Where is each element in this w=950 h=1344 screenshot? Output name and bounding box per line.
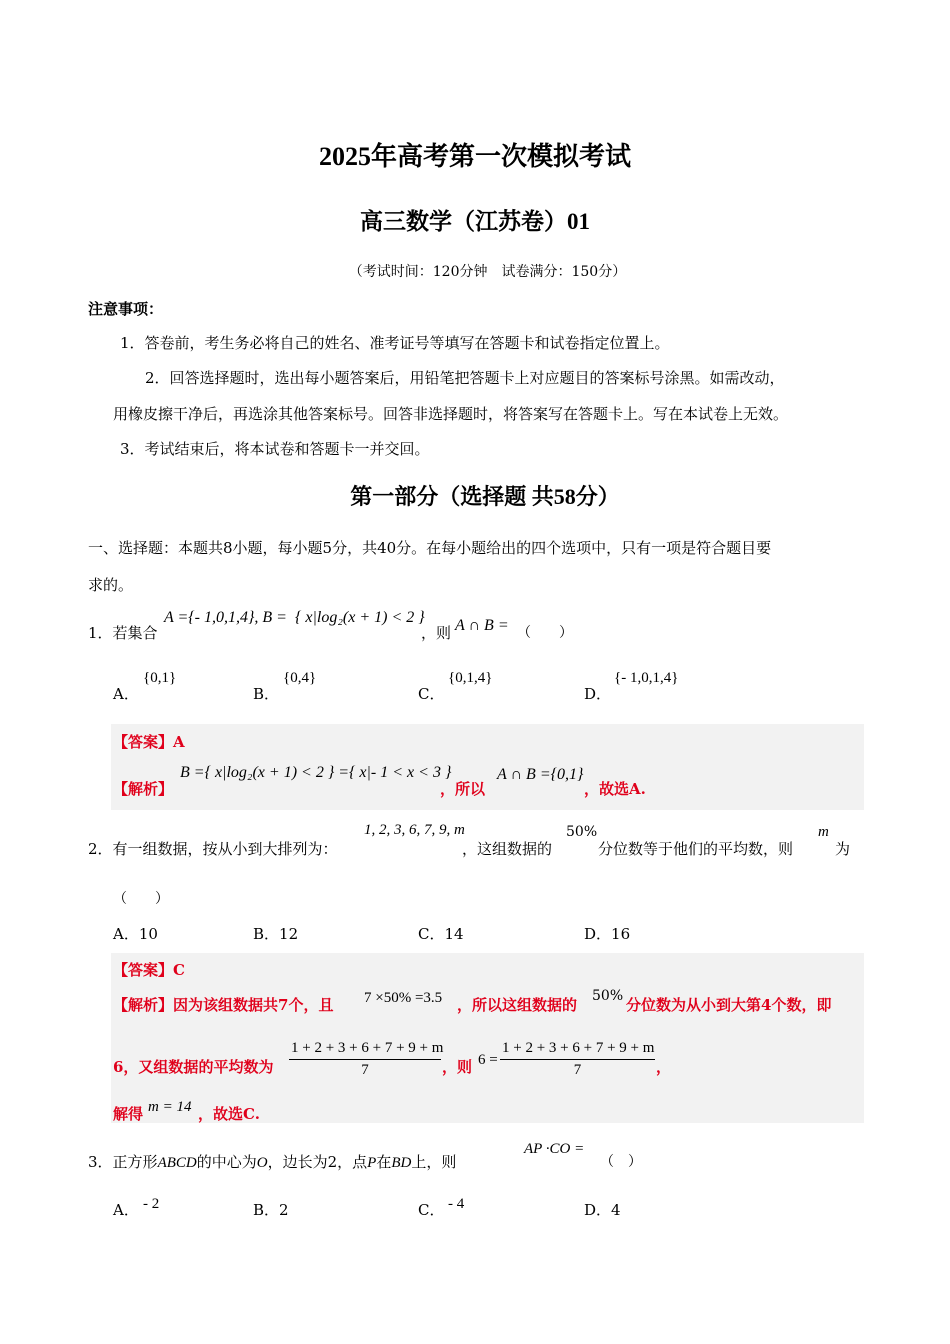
q3-option-c-label: C． bbox=[418, 1201, 445, 1219]
q1-option-a: {0,1} bbox=[143, 670, 177, 686]
q2-analysis-line-3-text: 解得 bbox=[113, 1105, 144, 1123]
q1-stem bbox=[88, 622, 158, 643]
q2-analysis-conclusion: ，故选 bbox=[198, 1105, 244, 1123]
q2-answer-label: 【答案】 bbox=[113, 961, 174, 979]
q3-text-1: 正方形 bbox=[112, 1153, 158, 1171]
q3-point-name: P bbox=[367, 1155, 377, 1171]
q3-text-4: 在 bbox=[376, 1153, 392, 1171]
q3-stem bbox=[88, 1151, 456, 1172]
q1-option-b-label: B． bbox=[253, 685, 280, 703]
q3-option-a-label: A． bbox=[113, 1201, 139, 1219]
q1-option-d: {- 1,0,1,4} bbox=[614, 670, 679, 686]
q1-answer-label: 【答案】 bbox=[113, 733, 174, 751]
q2-analysis-line-3-conclusion bbox=[198, 1103, 260, 1124]
q2-number: 2． bbox=[88, 840, 113, 858]
q1-number: 1． bbox=[88, 624, 113, 642]
q3-segment-name: BD bbox=[391, 1155, 412, 1171]
q1-answer-value: A bbox=[173, 733, 185, 751]
q2-mean-fraction-1 bbox=[289, 1040, 444, 1079]
q2-analysis-text-1: 因为该组数据共7个，且 bbox=[173, 996, 334, 1014]
q1-option-a-label: A． bbox=[113, 685, 139, 703]
q2-fraction-denominator-1: 7 bbox=[361, 1062, 369, 1078]
exam-subtitle: 高三数学（江苏卷）01 bbox=[360, 209, 590, 234]
q2-answer-value: C bbox=[173, 961, 185, 979]
q1-analysis-label: 【解析】 bbox=[113, 780, 174, 798]
q2-fraction-numerator-2: 1 + 2 + 3 + 6 + 7 + 9 + m bbox=[500, 1040, 655, 1060]
q2-analysis-line-2-text: 6，又组数据的平均数为 bbox=[113, 1058, 274, 1076]
q2-analysis-label: 【解析】 bbox=[113, 996, 174, 1014]
q3-answer-paren: （ ） bbox=[600, 1154, 642, 1170]
q2-analysis-math-1: 7 ×50% =3.5 bbox=[364, 990, 443, 1006]
q1-expression: A ∩ B = bbox=[455, 617, 509, 634]
q1-analysis-math-2: A ∩ B ={0,1} bbox=[497, 766, 584, 783]
q1-analysis-conclusion: ，故选 bbox=[584, 780, 630, 798]
notice-item-1: 1．答卷前，考生务必将自己的姓名、准考证号等填写在答题卡和试卷指定位置上。 bbox=[120, 334, 670, 352]
q1-option-b: {0,4} bbox=[283, 670, 317, 686]
q2-analysis-text-2: ，所以这组数据的 bbox=[457, 996, 578, 1014]
q2-data: 1, 2, 3, 6, 7, 9, m bbox=[364, 822, 465, 838]
q3-expression: AP ·CO = bbox=[524, 1141, 585, 1157]
q2-variable: m bbox=[818, 824, 829, 840]
q2-text-3: 分位数等于他们的平均数，则 bbox=[598, 840, 794, 858]
q3-text-5: 上，则 bbox=[411, 1153, 457, 1171]
q3-option-b: B．2 bbox=[253, 1201, 289, 1219]
q1-answer bbox=[113, 731, 185, 752]
q2-text-2: ，这组数据的 bbox=[462, 840, 553, 858]
exam-info: （考试时间：120分钟 试卷满分：150分） bbox=[348, 264, 627, 280]
q2-analysis-line-2-then: ，则 bbox=[442, 1058, 473, 1076]
q3-option-a: - 2 bbox=[143, 1196, 160, 1212]
q2-fraction-numerator-1: 1 + 2 + 3 + 6 + 7 + 9 + m bbox=[289, 1040, 441, 1060]
q2-analysis-line-2-comma: ， bbox=[656, 1058, 672, 1076]
q1-set-a: A ={- 1,0,1,4}, B = bbox=[164, 609, 287, 626]
notice-item-2-line-2: 用橡皮擦干净后，再选涂其他答案标号。回答非选择题时，将答案写在答题卡上。写在本试卷上无效。 bbox=[113, 405, 789, 423]
q1-prefix: 若集合 bbox=[112, 624, 158, 642]
q2-text-4: 为 bbox=[835, 840, 851, 858]
q1-answer-paren: （ ） bbox=[517, 625, 573, 641]
q1-analysis-text-2 bbox=[584, 778, 646, 799]
section-instructions-line-1: 一、选择题：本题共8小题，每小题5分，共40分。在每小题给出的四个选项中，只有一项是符合题目要 bbox=[88, 539, 772, 557]
q2-option-b: B．12 bbox=[253, 925, 299, 943]
q2-analysis-choice: C. bbox=[243, 1105, 260, 1123]
q2-answer bbox=[113, 959, 185, 980]
notice-heading: 注意事项： bbox=[88, 300, 164, 318]
notice-item-2-line-1: 2．回答选择题时，选出每小题答案后，用铅笔把答题卡上对应题目的答案标号涂黑。如需改动， bbox=[145, 369, 785, 387]
q2-answer-paren: （ ） bbox=[113, 891, 169, 907]
q2-fraction-denominator-2: 7 bbox=[573, 1062, 582, 1078]
q1-analysis-choice: A. bbox=[629, 780, 646, 798]
q2-analysis-line-2-lhs: 6 = bbox=[478, 1052, 498, 1068]
q2-option-a: A．10 bbox=[113, 925, 158, 943]
q3-option-d: D．4 bbox=[584, 1201, 621, 1219]
q2-analysis-line-3-math: m = 14 bbox=[148, 1099, 192, 1115]
q2-percent: 50% bbox=[566, 824, 598, 840]
q3-number: 3． bbox=[88, 1153, 113, 1171]
q2-mean-fraction-2 bbox=[500, 1040, 655, 1079]
q2-solution-box bbox=[111, 953, 864, 1123]
q1-middle: ，则 bbox=[421, 624, 452, 642]
q1-option-c-label: C． bbox=[418, 685, 445, 703]
q2-text-1: 有一组数据，按从小到大排列为： bbox=[112, 840, 338, 858]
q2-analysis-text-3: 分位数为从小到大第4个数，即 bbox=[626, 996, 832, 1014]
part1-title: 第一部分（选择题 共58分） bbox=[350, 484, 620, 509]
q2-analysis-percent: 50% bbox=[592, 988, 624, 1004]
q3-square-name: ABCD bbox=[157, 1155, 197, 1171]
q3-option-c: - 4 bbox=[448, 1196, 465, 1212]
exam-title: 2025年高考第一次模拟考试 bbox=[318, 142, 631, 171]
q1-option-c: {0,1,4} bbox=[448, 670, 493, 686]
q1-analysis-math-1: B ={ x|log₂(x + 1) < 2 } ={ x|- 1 < x < 3 } bbox=[180, 764, 452, 781]
q1-set-b: { x|log₂(x + 1) < 2 } bbox=[295, 609, 425, 626]
q1-analysis-text-1: ，所以 bbox=[440, 780, 486, 798]
q2-stem bbox=[88, 838, 338, 859]
notice-item-3: 3．考试结束后，将本试卷和答题卡一并交回。 bbox=[120, 440, 430, 458]
q2-option-d: D．16 bbox=[584, 925, 631, 943]
section-instructions-line-2: 求的。 bbox=[88, 576, 134, 594]
q3-center-name: O bbox=[256, 1155, 268, 1171]
q3-text-3: ，边长为2，点 bbox=[267, 1153, 368, 1171]
q3-text-2: 的中心为 bbox=[196, 1153, 257, 1171]
q1-option-d-label: D． bbox=[584, 685, 612, 703]
q2-option-c: C．14 bbox=[418, 925, 464, 943]
q2-analysis-line-1 bbox=[113, 994, 333, 1015]
